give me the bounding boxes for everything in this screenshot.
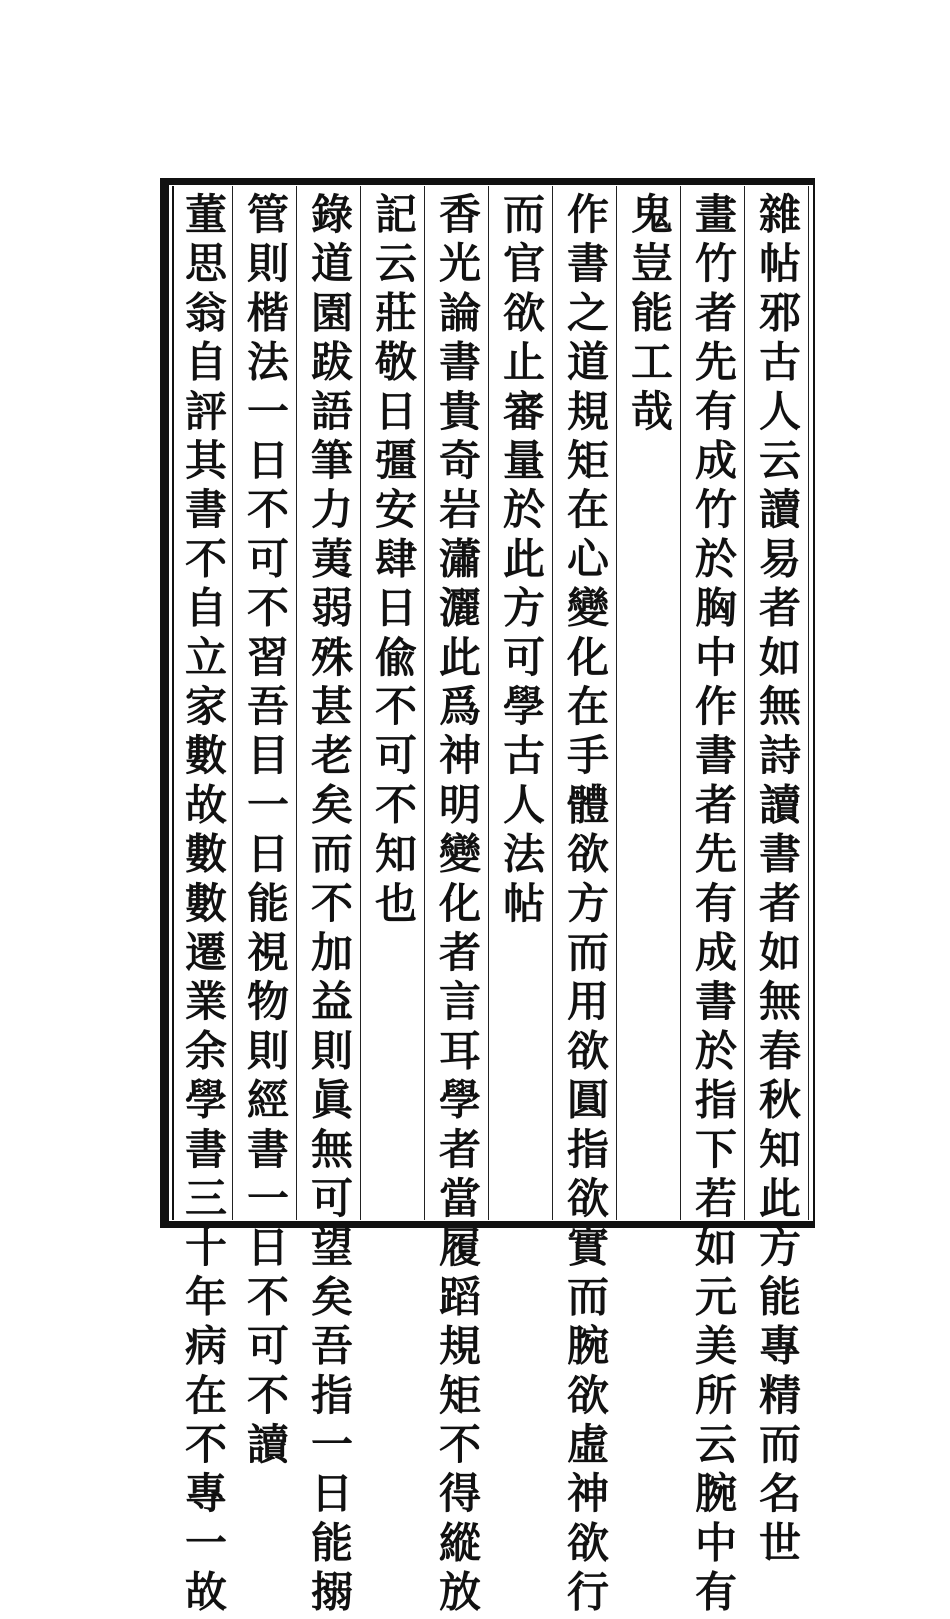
column-rule [616, 186, 617, 1220]
text-column-9 [240, 192, 290, 1472]
column-rule [488, 186, 489, 1220]
column-rule [360, 186, 361, 1220]
column-rule [232, 186, 233, 1220]
text-column-5 [496, 192, 546, 1222]
column-text: 畫竹者先有成竹於胸中作書者先有成書於指下若如元美所云腕中有 [689, 192, 738, 1619]
text-column-6 [432, 192, 482, 1619]
text-column-4 [560, 192, 610, 1619]
column-text: 記云莊敬日彊安肆日偸不可不知也 [369, 192, 418, 930]
column-rule [424, 186, 425, 1220]
column-text: 雜帖邪古人云讀易者如無詩讀書者如無春秋知此方能專精而名世 [753, 192, 802, 1570]
column-rule [680, 186, 681, 1220]
column-text: 董思翁自評其書不自立家數故數數遷業余學書三十年病在不專一故 [179, 192, 228, 1619]
column-text: 錄道園跋語筆力荑弱殊甚老矣而不加益則眞無可望矣吾指一日能搦 [305, 192, 354, 1619]
column-text: 管則楷法一日不可不習吾目一日能視物則經書一日不可不讀 [241, 192, 290, 1472]
column-text: 作書之道規矩在心變化在手體欲方而用欲圓指欲實而腕欲虛神欲行 [561, 192, 610, 1619]
column-text: 鬼豈能工哉 [625, 192, 674, 438]
column-rule [744, 186, 745, 1220]
text-column-8 [304, 192, 354, 1619]
column-text: 而官欲止審量於此方可學古人法帖 [497, 192, 546, 930]
column-rule [552, 186, 553, 1220]
text-column-10 [178, 192, 228, 1619]
text-column-2 [688, 192, 738, 1619]
text-column-1 [752, 192, 802, 1570]
column-rule [296, 186, 297, 1220]
text-column-3 [624, 192, 674, 1222]
frame-inner-rule [172, 186, 174, 1220]
text-column-7 [368, 192, 418, 1222]
column-text: 香光論書貴奇岩瀟灑此爲神明變化者言耳學者當履蹈規矩不得縱放 [433, 192, 482, 1619]
column-rule [808, 186, 809, 1220]
